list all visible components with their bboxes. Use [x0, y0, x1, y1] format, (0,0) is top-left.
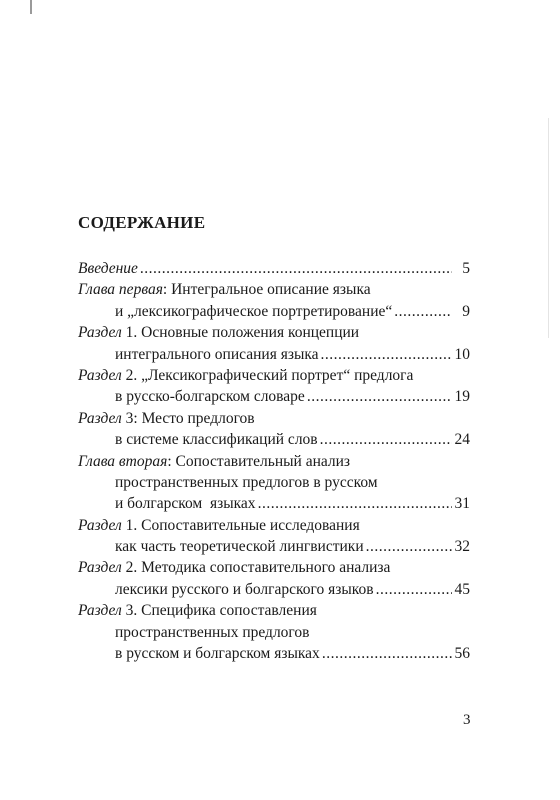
toc-page-number: 24 — [454, 431, 470, 449]
toc-entry-section-1-2-cont — [78, 386, 470, 407]
page-title: СОДЕРЖАНИЕ — [78, 213, 206, 232]
toc-entry-section-2-1-cont — [78, 536, 470, 557]
toc-entry-text: : Интегральное описание языка — [162, 281, 371, 299]
toc-page-number: 31 — [454, 495, 470, 513]
toc-entry-lead: Раздел — [78, 559, 122, 577]
toc-entry-text: в системе классификаций слов — [115, 431, 318, 449]
toc-entry-text: в русско-болгарском словаре — [115, 388, 305, 406]
toc-entry-text: как часть теоретической лингвистики — [115, 538, 364, 556]
toc-entry-text: : Сопоставительный анализ — [167, 452, 351, 470]
toc-entry-chapter-2-cont — [78, 472, 470, 493]
toc-page-number: 10 — [454, 345, 470, 363]
toc-entry-lead: Раздел — [78, 602, 122, 620]
toc-entry-section-2-3 — [78, 600, 470, 621]
dot-leader — [376, 579, 452, 600]
dot-leader — [394, 301, 452, 322]
toc-entry-text: интегрального описания языка — [115, 345, 319, 363]
toc-entry-text: 1. Основные положения концепции — [121, 324, 360, 342]
toc-entry-section-1-2 — [78, 365, 470, 386]
dot-leader — [307, 386, 452, 407]
toc-entry-text: пространственных предлогов в русском — [115, 473, 378, 491]
toc-entry-section-2-1 — [78, 515, 470, 536]
toc-page-number: 45 — [454, 580, 470, 598]
toc-entry-section-2-2-cont — [78, 579, 470, 600]
toc-entry-chapter-1-cont — [78, 301, 470, 322]
toc-entry-text: 3. Специфика сопоставления — [121, 602, 317, 620]
toc-entry-chapter-1 — [78, 279, 470, 300]
toc-entry-section-2-3-cont — [78, 622, 470, 643]
toc-entry-section-2-2 — [78, 557, 470, 578]
toc-entry-section-1-3 — [78, 408, 470, 429]
toc-entry-text: и „лексикографическое портретирование“ — [115, 302, 393, 320]
toc-entry-text: 3: Место предлогов — [121, 409, 255, 427]
toc-entry-section-1-1 — [78, 322, 470, 343]
toc-page-number: 19 — [454, 388, 470, 406]
dot-leader — [366, 536, 452, 557]
dot-leader — [322, 643, 452, 664]
toc-entry-text: в русском и болгарском языках — [115, 645, 320, 663]
toc-entry-section-2-3-cont-2 — [78, 643, 470, 664]
toc-entry-lead: Глава первая — [78, 281, 163, 299]
toc-entry-introduction — [78, 258, 470, 279]
scan-mark — [30, 0, 32, 14]
toc-entry-chapter-2 — [78, 451, 470, 472]
toc-entry-text: 2. Методика сопоставительного анализа — [121, 559, 391, 577]
toc-entry-text: лексики русского и болгарского языков — [115, 580, 374, 598]
toc-entry-lead: Раздел — [78, 409, 122, 427]
toc-entry-text: 1. Сопоставительные исследования — [121, 516, 360, 534]
toc-page-number: 32 — [454, 538, 470, 556]
toc-entry-section-1-3-cont — [78, 429, 470, 450]
toc-entry-lead: Раздел — [78, 516, 122, 534]
dot-leader — [321, 344, 452, 365]
toc-entry-lead: Раздел — [78, 324, 122, 342]
toc-entry-text: и болгарском языках — [115, 495, 256, 513]
toc-page-number: 56 — [454, 645, 470, 663]
dot-leader — [140, 258, 452, 279]
toc-entry-lead: Введение — [78, 260, 138, 277]
toc-entry-chapter-2-cont-2 — [78, 493, 470, 514]
scan-edge — [548, 118, 549, 338]
toc-page-number: 5 — [462, 260, 470, 277]
toc-entry-section-1-1-cont — [78, 344, 470, 365]
toc-entry-text: 2. „Лексикографический портрет“ предлога — [121, 366, 414, 384]
page-number: 3 — [463, 712, 471, 728]
toc-entry-text: пространственных предлогов — [115, 623, 310, 641]
toc-entry-lead: Раздел — [78, 366, 122, 384]
table-of-contents — [78, 258, 470, 664]
toc-page-number: 9 — [462, 302, 470, 320]
dot-leader — [258, 493, 452, 514]
dot-leader — [320, 429, 452, 450]
toc-entry-lead: Глава вторая — [78, 452, 168, 470]
